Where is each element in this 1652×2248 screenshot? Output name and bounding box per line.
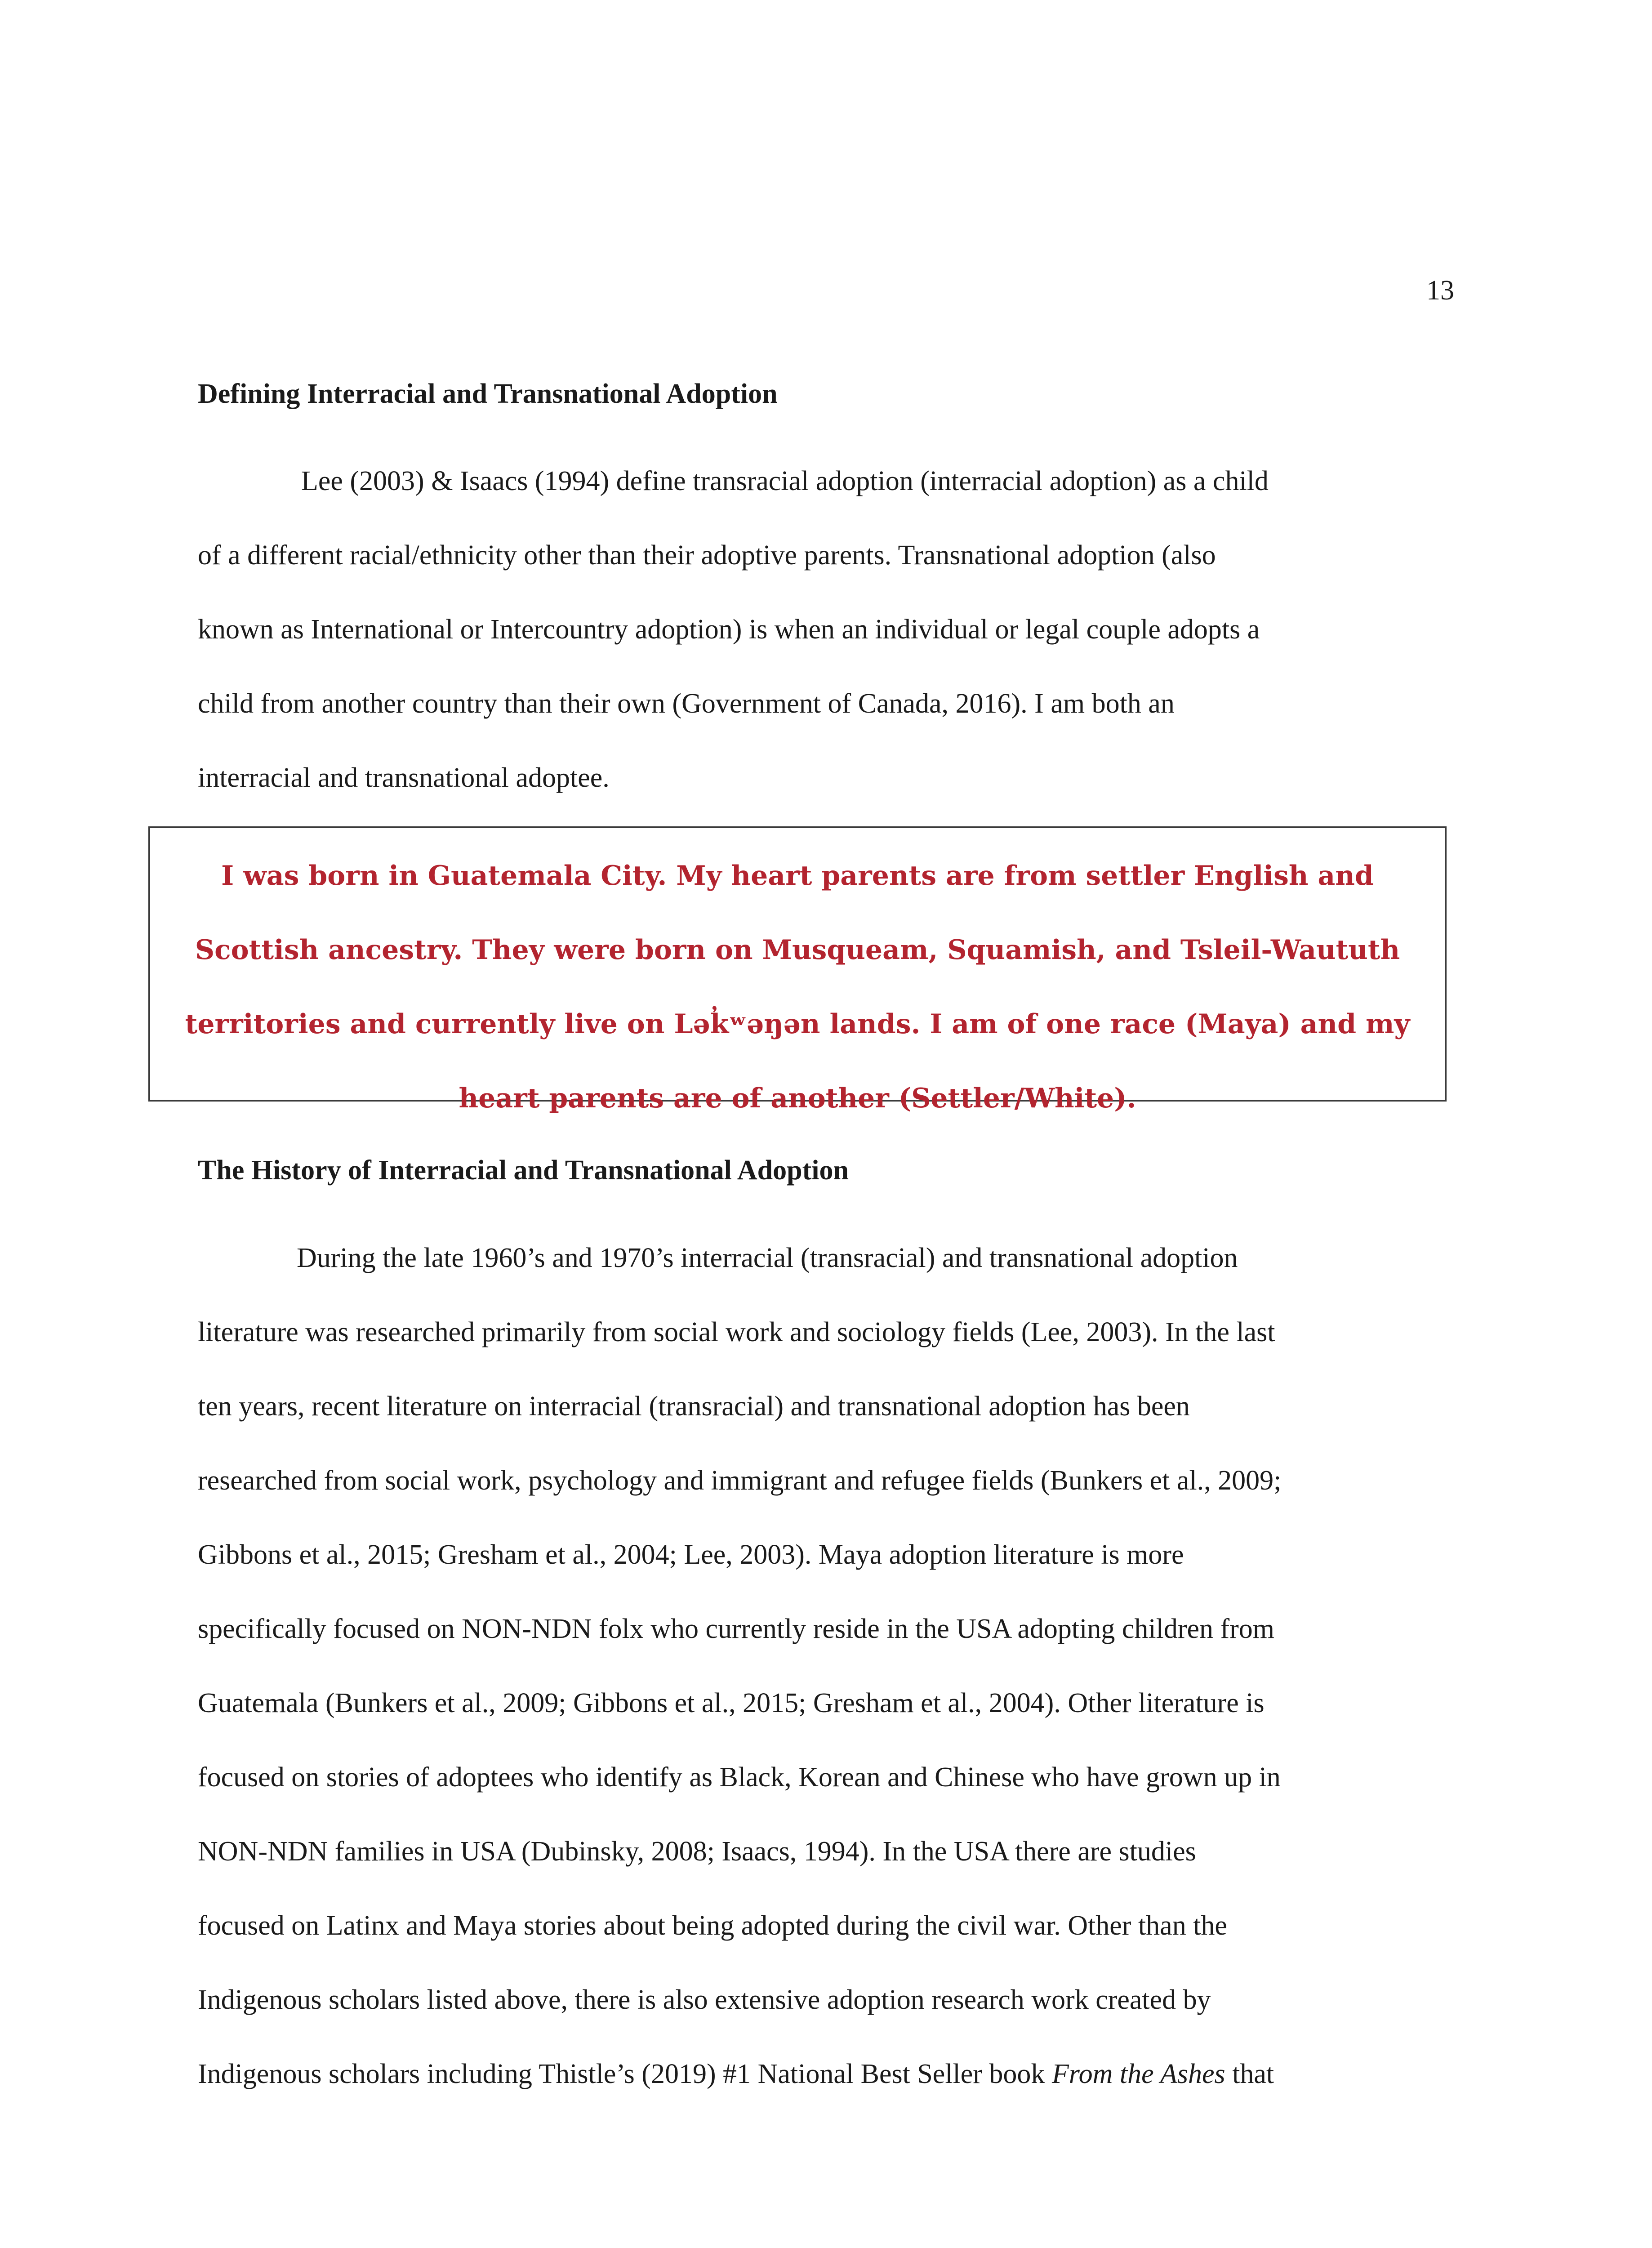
paragraph-defining: [198, 444, 1454, 815]
paragraph-line: literature was researched primarily from social work and sociology fields (Lee, 2003). In the last: [198, 1317, 1275, 1347]
section-heading-defining: Defining Interracial and Transnational Adoption: [198, 379, 778, 409]
paragraph-line: Guatemala (Bunkers et al., 2009; Gibbons et al., 2015; Gresham et al., 2004). Other literature is: [198, 1688, 1265, 1718]
paragraph-line-last: [198, 2037, 1454, 2111]
page-number: 13: [1426, 275, 1454, 306]
paragraph-line: of a different racial/ethnicity other than their adoptive parents. Transnational adoption (also: [198, 540, 1216, 571]
paragraph-line: known as International or Intercountry adoption) is when an individual or legal couple adopts a: [198, 614, 1260, 645]
paragraph-line: Lee (2003) & Isaacs (1994) define transracial adoption (interracial adoption) as a child: [301, 466, 1269, 496]
callout-line: I was born in Guatemala City. My heart parents are from settler English and: [221, 860, 1374, 892]
book-title: From the Ashes: [1051, 2059, 1225, 2089]
text-run: that: [1225, 2059, 1274, 2089]
paragraph-line: During the late 1960’s and 1970’s interracial (transracial) and transnational adoption: [297, 1243, 1238, 1273]
positionality-callout-box: [148, 826, 1447, 1114]
paragraph-line: NON-NDN families in USA (Dubinsky, 2008; Isaacs, 1994). In the USA there are studies: [198, 1836, 1196, 1867]
section-heading-history: The History of Interracial and Transnational Adoption: [198, 1155, 849, 1186]
paragraph-line: focused on Latinx and Maya stories about being adopted during the civil war. Other than the: [198, 1910, 1227, 1941]
paragraph-history: [198, 1221, 1454, 2111]
paragraph-line: Gibbons et al., 2015; Gresham et al., 2004; Lee, 2003). Maya adoption literature is more: [198, 1539, 1184, 1570]
callout-line: territories and currently live on Lək̓ʷəŋən lands. I am of one race (Maya) and my: [185, 1008, 1410, 1040]
text-run: Indigenous scholars including Thistle’s (2019) #1 National Best Seller book: [198, 2059, 1052, 2089]
paragraph-line: Indigenous scholars listed above, there is also extensive adoption research work created by: [198, 1985, 1211, 2015]
paragraph-line: child from another country than their own (Government of Canada, 2016). I am both an: [198, 688, 1175, 719]
callout-line: heart parents are of another (Settler/White).: [459, 1083, 1136, 1114]
paragraph-line: interracial and transnational adoptee.: [198, 763, 610, 793]
callout-line: Scottish ancestry. They were born on Musqueam, Squamish, and Tsleil-Waututh: [195, 934, 1400, 966]
callout-text: [150, 839, 1445, 1136]
paragraph-line: researched from social work, psychology and immigrant and refugee fields (Bunkers et al., 2009;: [198, 1465, 1282, 1496]
paragraph-line: specifically focused on NON-NDN folx who currently reside in the USA adopting children from: [198, 1614, 1275, 1644]
paragraph-line: ten years, recent literature on interracial (transracial) and transnational adoption has been: [198, 1391, 1190, 1422]
paragraph-line: focused on stories of adoptees who identify as Black, Korean and Chinese who have grown up in: [198, 1762, 1281, 1793]
